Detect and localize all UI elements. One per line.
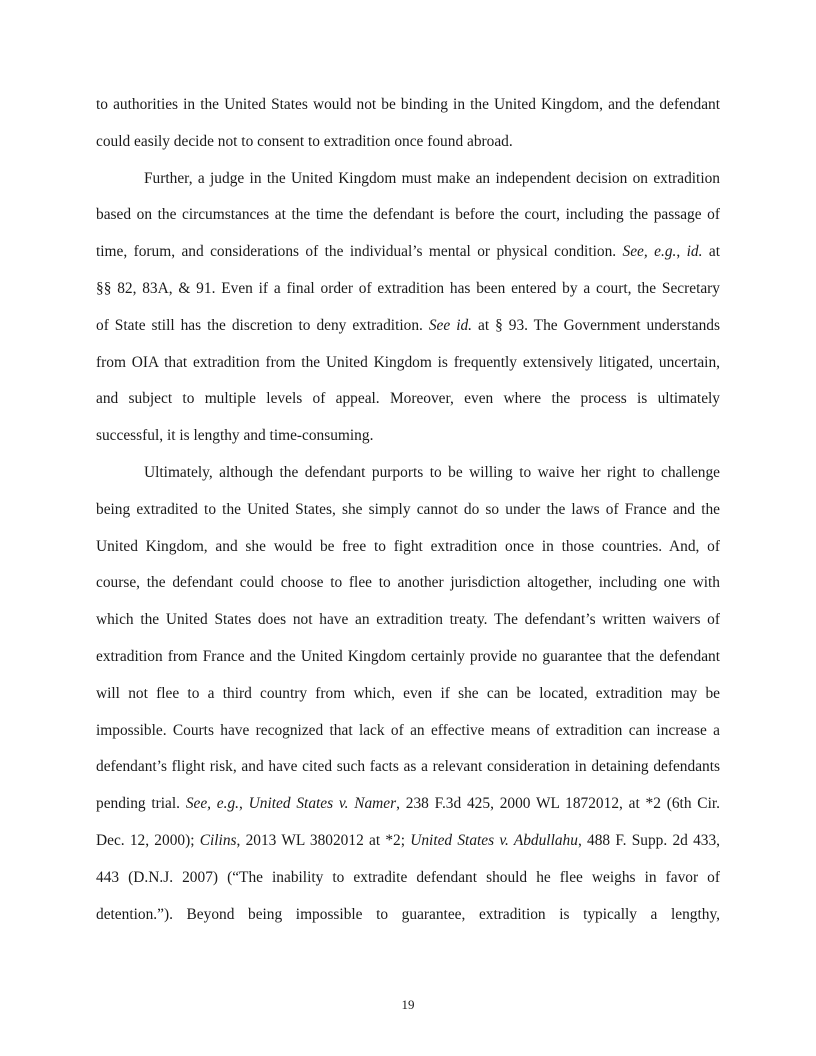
text-line: course, the defendant could choose to flee to another jurisdiction altogether, including one with bbox=[96, 574, 720, 592]
citation-signal: See, e.g. bbox=[622, 243, 677, 261]
case-name: United States v. Namer bbox=[248, 795, 397, 813]
text-line: to authorities in the United States would not be binding in the United Kingdom, and the defendant bbox=[96, 96, 720, 113]
text-line: §§ 82, 83A, & 91. Even if a final order of extradition has been entered by a court, the Secretary bbox=[96, 279, 720, 297]
text-line bbox=[96, 312, 720, 349]
text-span: , 2013 WL 3802012 at *2; bbox=[236, 831, 405, 849]
text-line bbox=[96, 827, 720, 864]
text-span: pending trial. bbox=[96, 795, 181, 813]
case-name: Cilins bbox=[199, 831, 237, 849]
text-line: time, forum, and considerations of the individual’s mental or physical condition. See, e.g., id. at bbox=[96, 243, 720, 261]
text-line: successful, it is lengthy and time-consuming. bbox=[96, 427, 374, 445]
text-line: 443 (D.N.J. 2007) (“The inability to extradite defendant should he flee weighs in favor of bbox=[96, 868, 720, 886]
text-line: extradition from France and the United Kingdom certainly provide no guarantee that the defendant bbox=[96, 647, 720, 665]
text-line: based on the circumstances at the time the defendant is before the court, including the passage of bbox=[96, 206, 720, 224]
citation-signal: See, e.g. bbox=[185, 795, 240, 813]
text-line: being extradited to the United States, she simply cannot do so under the laws of France and the bbox=[96, 500, 720, 518]
text-span: at § 93. The Government understands bbox=[478, 316, 720, 334]
page-number: 19 bbox=[401, 997, 415, 1012]
text-span: at bbox=[708, 243, 720, 261]
text-line: impossible. Courts have recognized that lack of an effective means of extradition can increase a bbox=[96, 721, 720, 739]
case-name: United States v. Abdullahu bbox=[410, 831, 578, 849]
text-span: , 238 F.3d 425, 2000 WL 1872012, at *2 (6th Cir. bbox=[396, 795, 720, 813]
text-span: , 488 F. Supp. 2d 433, bbox=[577, 831, 721, 849]
text-line: could easily decide not to consent to extradition once found abroad. bbox=[96, 132, 513, 150]
text-line: detention.”). Beyond being impossible to guarantee, extradition is typically a lengthy, bbox=[96, 905, 720, 923]
text-line: and subject to multiple levels of appeal. Moreover, even where the process is ultimately bbox=[96, 390, 720, 408]
text-line: Ultimately, although the defendant purports to be willing to waive her right to challenge bbox=[144, 463, 720, 481]
text-line: defendant’s flight risk, and have cited such facts as a relevant consideration in detaining defendants bbox=[96, 758, 720, 776]
document-body bbox=[96, 91, 720, 937]
text-line: pending trial. See, e.g., United States v. Namer, 238 F.3d 425, 2000 WL 1872012, at *2 (6th Cir. bbox=[96, 795, 720, 813]
text-line: United Kingdom, and she would be free to fight extradition once in those countries. And, of bbox=[96, 537, 720, 555]
citation-signal: id. bbox=[686, 243, 703, 261]
citation-signal: See id. bbox=[428, 316, 473, 334]
text-line: will not flee to a third country from which, even if she can be located, extradition may be bbox=[96, 684, 720, 702]
text-line: from OIA that extradition from the United Kingdom is frequently extensively litigated, uncertain, bbox=[96, 353, 720, 371]
text-span: Dec. 12, 2000); bbox=[96, 831, 195, 849]
text-span: of State still has the discretion to deny extradition. bbox=[96, 316, 423, 334]
text-line: Further, a judge in the United Kingdom must make an independent decision on extradition bbox=[144, 169, 720, 187]
text-line: which the United States does not have an extradition treaty. The defendant’s written waivers of bbox=[96, 611, 720, 629]
text-span: time, forum, and considerations of the individual’s mental or physical condition. bbox=[96, 243, 617, 261]
